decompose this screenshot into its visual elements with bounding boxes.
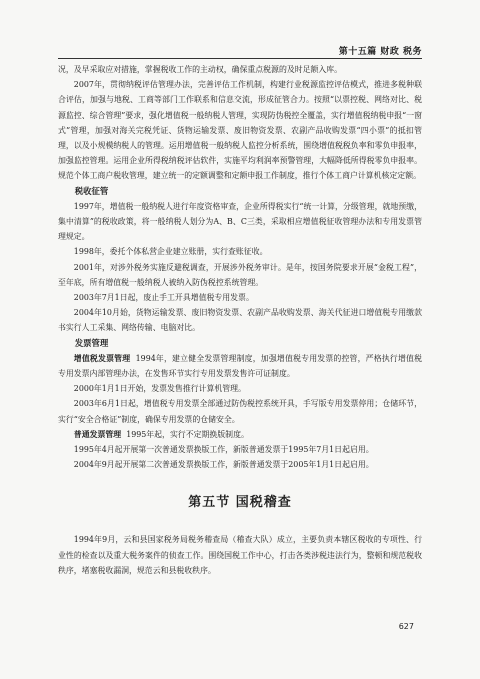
paragraph: 2007年，贯彻纳税评估管理办法，完善评估工作机制，构建行业税源监控评估模式，推进多税种联合评估，加强与地税、工商等部门工作联系和信息交流，形成征管合力。按照“以票控税、网络对比、税源监控、综合管理”要求，强化增值税一般纳税人管理，实现防伪税控全覆盖，实行增值税纳税申报“一窗式”管理，加强对海关完税凭证、货物运输发票、废旧物资发票、农副产品收购发票“四小票”的抵扣管理，以及小规模纳税人的管理。运用增值税一般纳税人监控分析系统，围绕增值税税负率和零负申报率，加强监控管理。运用企业所得税纳税评估软件，实施平均利润率预警管理，大幅降低所得税零负申报率。规范个体工商户税收管理，建立统一的定额调整和定额申报工作制度，推行个体工商户计算机核定定额。: [58, 80, 422, 181]
run-in-label: 增值税发票管理: [73, 353, 131, 363]
paragraph: 1994年9月，云和县国家税务局税务稽查局（稽查大队）成立，主要负责本辖区税收的专项性、行业性的检查以及重大税务案件的侦查工作。围绕国税工作中心，打击各类涉税违法行为，整顿和规范税收秩序，堵塞税收漏洞，规范云和县税收秩序。: [58, 535, 422, 575]
paragraph: 2003年6月1日起，增值税专用发票全部通过防伪税控系统开具，手写版专用发票停用；仓储环节，实行“安全合格证”制度，确保专用发票的仓储安全。: [58, 399, 422, 424]
paragraph: 2001年，对涉外税务实施反避税调查，开展涉外税务审计。是年，按国务院要求开展“金税工程”，至年底，所有增值税一般纳税人被纳入防伪税控系统管理。: [58, 262, 422, 287]
paragraph: 1995年4月起开展第一次普通发票换版工作，新版普通发票于1995年7月1日起启用。: [73, 445, 374, 455]
running-header: 第十五篇 财政 税务: [338, 47, 422, 57]
section-heading-tax-collection: 税收征管: [74, 185, 109, 196]
paragraph: 1997年，增值税一般纳税人进行年度资格审查，企业所得税实行“统一计算，分级管理，就地预缴，集中清算”的税收政策，将一般纳税人划分为A、B、C三类，采取相应增值税征收管理办法和专用发票管理规定。: [58, 201, 422, 242]
paragraph: 2004年10月始，货物运输发票、废旧物资发票、农副产品收购发票、海关代征进口增值税专用缴款书实行人工采集、网络传输、电脑对比。: [58, 308, 422, 333]
paragraph: 2004年9月起开展第二次普通发票换版工作，新版普通发票于2005年1月1日起启用。: [73, 460, 374, 470]
section-heading-invoice-management: 发票管理: [74, 337, 109, 348]
paragraph-text: 1995年起，实行不定期换版制度。: [126, 429, 249, 439]
paragraph: 况，及早采取应对措施，掌握税收工作的主动权，确保重点税源的及时足额入库。: [58, 65, 343, 74]
paragraph: 2003年7月1日起，废止手工开具增值税专用发票。: [73, 293, 254, 303]
paragraph: [58, 351, 422, 381]
paragraph: 1998年，委托个体私营企业建立账册，实行查账征收。: [73, 247, 268, 257]
page-content: [58, 62, 422, 578]
paragraph-text: 1994年，建立健全发票管理制度，加强增值税专用发票的控管，严格执行增值税专用发票内部管理办法，在发售环节实行专用发票发售许可证制度。: [58, 353, 422, 379]
paragraph: [58, 427, 422, 442]
header-rule: [58, 58, 422, 59]
paragraph: 2000年1月1日开始，发票发售推行计算机管理。: [73, 384, 246, 394]
page-number: 627: [398, 622, 414, 631]
run-in-label: 普通发票管理: [73, 429, 122, 439]
chapter-title: 第五节 国税稽查: [188, 495, 292, 511]
